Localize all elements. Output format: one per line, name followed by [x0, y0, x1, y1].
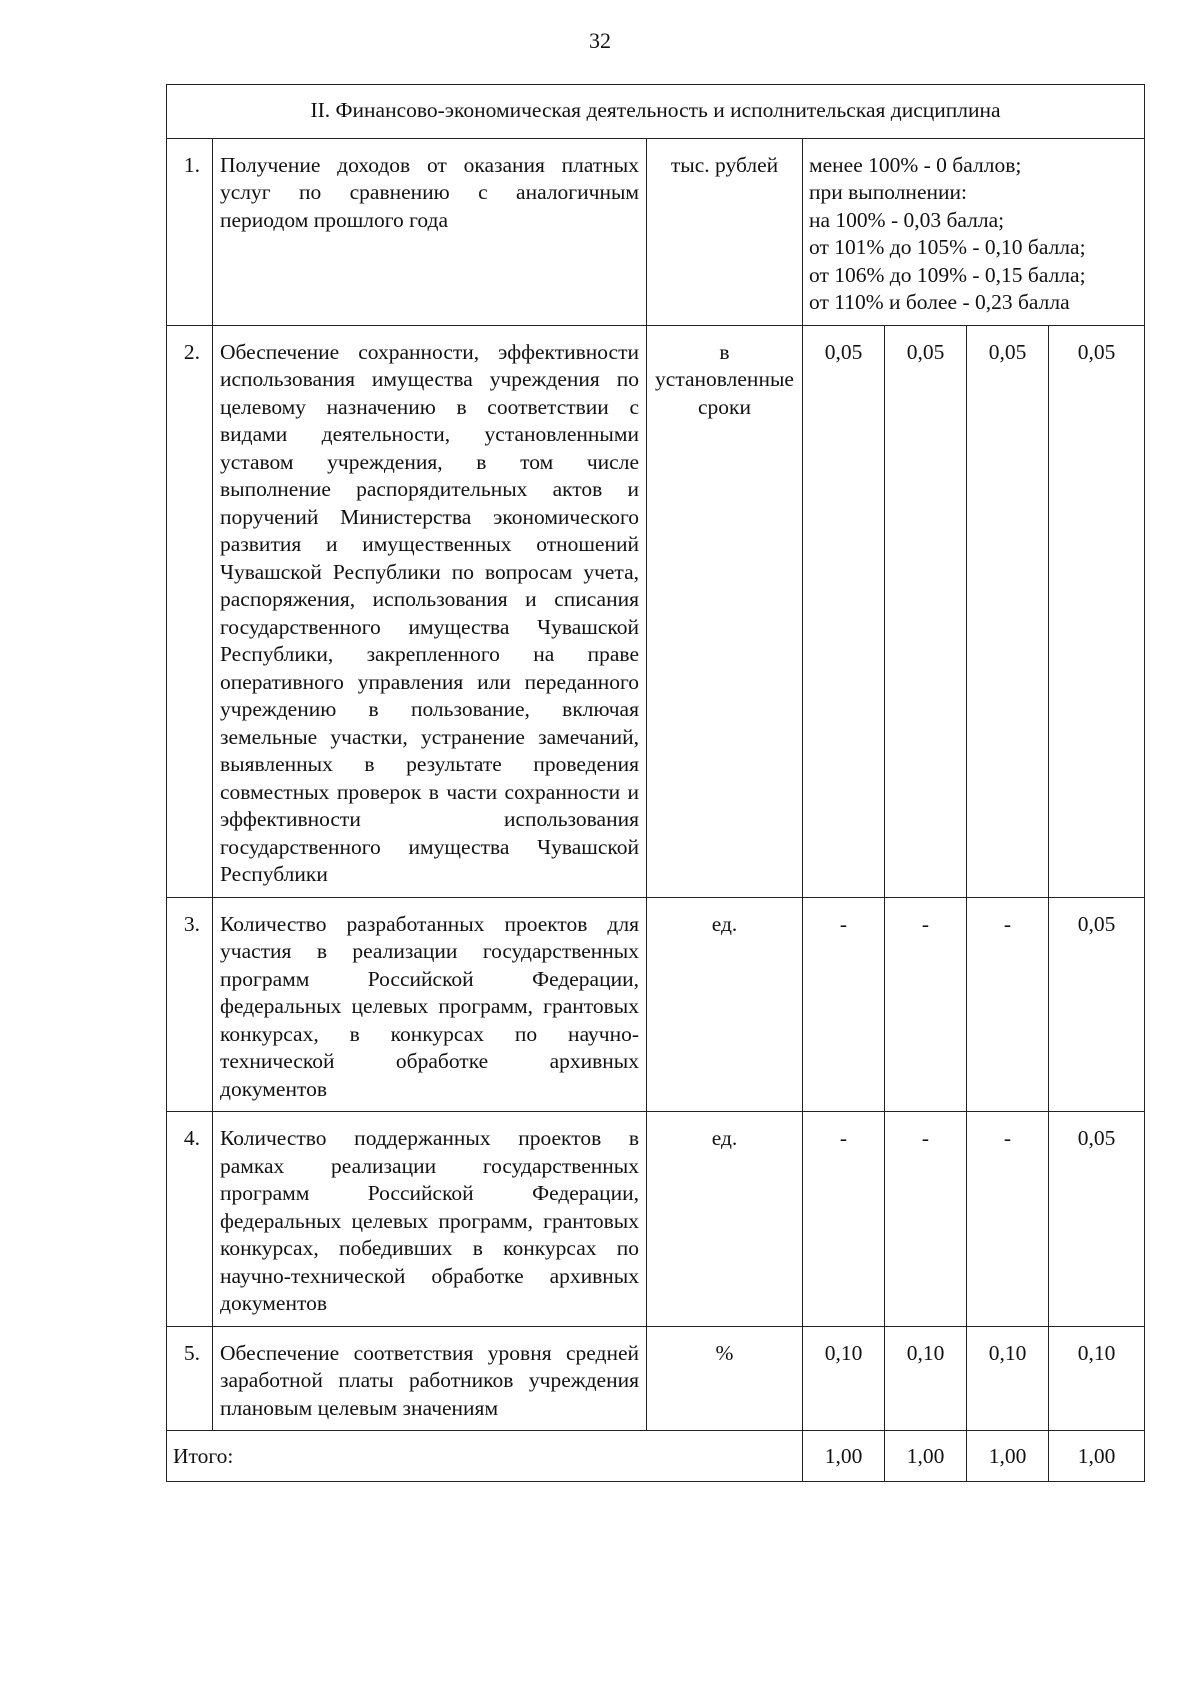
total-value: 1,00 [1049, 1431, 1145, 1482]
total-value: 1,00 [803, 1431, 885, 1482]
criteria-line: менее 100% - 0 баллов; [809, 152, 1022, 177]
row-description: Обеспечение сохранности, эффективности использования имущества учреждения по целевому назначению в соответствии с видами деятельности, установленными уставом учреждения, в том числе выполнение распорядительных актов и поручений Министерства экономического развития и имущественных отношений Чувашской Республики по вопросам учета, распоряжения, использования и списания государственного имущества Чувашской Республики, закрепленного на праве оперативного управления или переданного учреждению в пользование, включая земельные участки, устранение замечаний, выявленных в результате проведения совместных проверок в части сохранности и эффективности использования государственного имущества Чувашской Республики [213, 325, 647, 897]
row-value: 0,05 [885, 325, 967, 897]
criteria-line: при выполнении: [809, 180, 967, 204]
row-unit: тыс. рублей [647, 138, 803, 325]
row-value: - [803, 1112, 885, 1327]
row-description: Количество поддержанных проектов в рамках реализации государственных программ Российской Федерации, федеральных целевых программ, грантовых конкурсах, победивших в конкурсах по научно-технической обработке архивных документов [213, 1112, 647, 1327]
row-unit: % [647, 1326, 803, 1431]
row-description: Количество разработанных проектов для участия в реализации государственных программ Российской Федерации, федеральных целевых программ, грантовых конкурсах, в конкурсах по научно-технической обработке архивных документов [213, 897, 647, 1112]
section-header-row [167, 85, 1145, 139]
row-number: 2. [167, 325, 213, 897]
total-value: 1,00 [967, 1431, 1049, 1482]
row-unit: ед. [647, 897, 803, 1112]
page-number: 32 [589, 28, 611, 53]
row-value: 0,10 [885, 1326, 967, 1431]
row-unit: ед. [647, 1112, 803, 1327]
criteria-table [166, 84, 1145, 1482]
row-description: Обеспечение соответствия уровня средней заработной платы работников учреждения плановым целевым значениям [213, 1326, 647, 1431]
criteria-line: от 110% и более - 0,23 балла [809, 290, 1070, 314]
row-value: 0,05 [1049, 1112, 1145, 1327]
row-value: - [885, 1112, 967, 1327]
row-value: 0,05 [803, 325, 885, 897]
row-value: 0,10 [967, 1326, 1049, 1431]
row-value: 0,10 [803, 1326, 885, 1431]
total-row [167, 1431, 1145, 1482]
row-number: 5. [167, 1326, 213, 1431]
row-criteria [803, 138, 1145, 325]
row-unit: в установленные сроки [647, 325, 803, 897]
criteria-line: от 101% до 105% - 0,10 балла; [809, 235, 1086, 259]
row-value: 0,10 [1049, 1326, 1145, 1431]
row-value: - [885, 897, 967, 1112]
table-row [167, 1112, 1145, 1327]
row-value: 0,05 [1049, 325, 1145, 897]
total-label: Итого: [167, 1431, 803, 1482]
table-row [167, 1326, 1145, 1431]
total-value: 1,00 [885, 1431, 967, 1482]
section-title: II. Финансово-экономическая деятельность и исполнительская дисциплина [167, 85, 1145, 139]
row-value: - [967, 897, 1049, 1112]
row-value: 0,05 [967, 325, 1049, 897]
table-row [167, 138, 1145, 325]
row-value: 0,05 [1049, 897, 1145, 1112]
criteria-line: на 100% - 0,03 балла; [809, 207, 1005, 232]
row-number: 3. [167, 897, 213, 1112]
row-number: 4. [167, 1112, 213, 1327]
table-row [167, 897, 1145, 1112]
row-value: - [967, 1112, 1049, 1327]
criteria-line: от 106% до 109% - 0,15 балла; [809, 262, 1086, 287]
row-value: - [803, 897, 885, 1112]
row-number: 1. [167, 138, 213, 325]
row-description: Получение доходов от оказания платных услуг по сравнению с аналогичным периодом прошлого года [213, 138, 647, 325]
table-row [167, 325, 1145, 897]
